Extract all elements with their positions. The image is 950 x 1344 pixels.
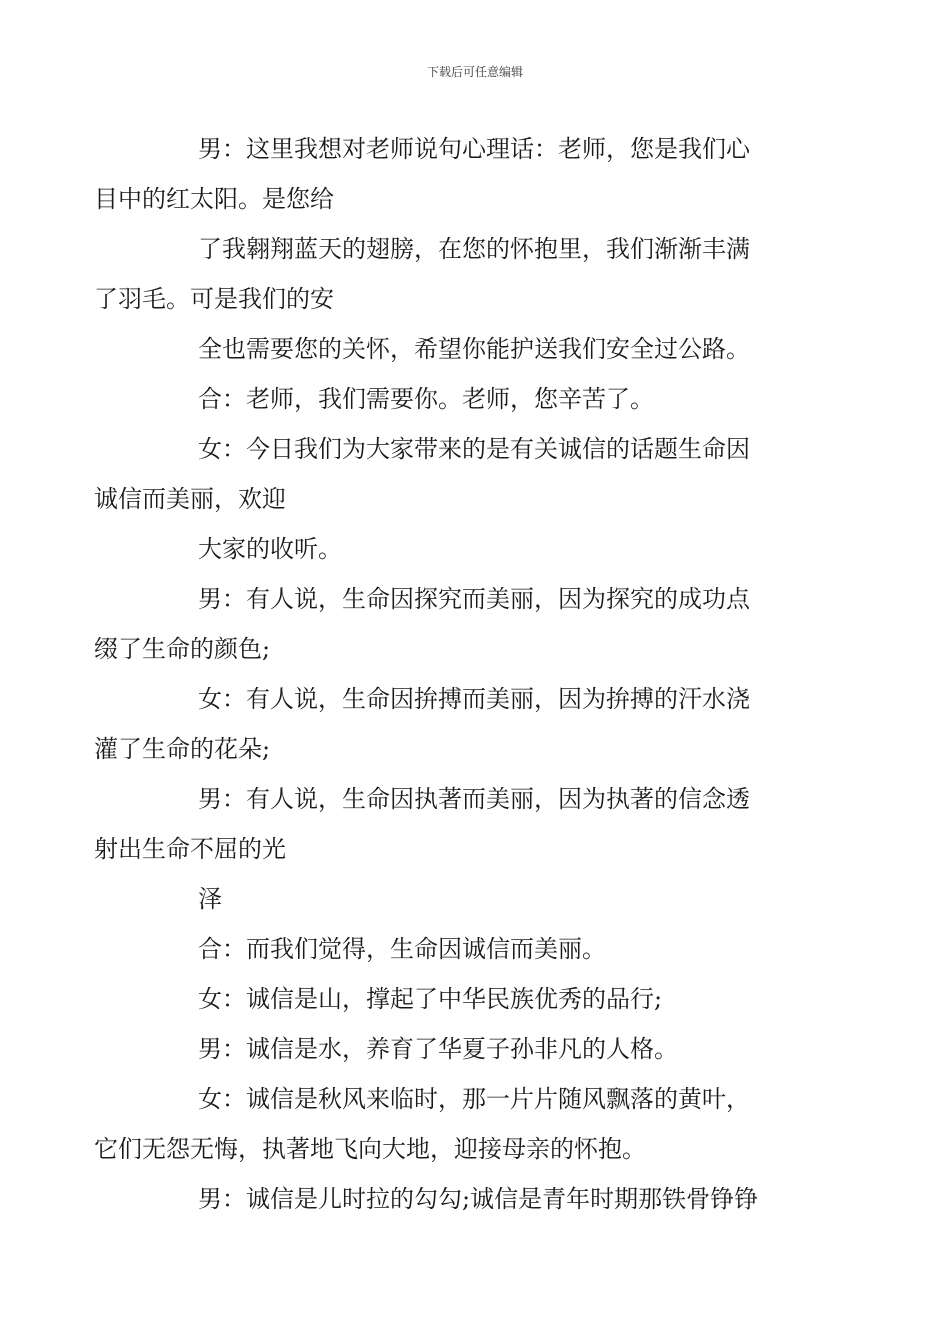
paragraph-1 <box>94 124 814 224</box>
paragraph-12 <box>146 974 814 1024</box>
paragraph-7-line-2: 缀了生命的颜色; <box>94 635 271 663</box>
paragraph-9-line-2: 射出生命不屈的光 <box>94 835 286 863</box>
paragraph-2-line-1: 了我翱翔蓝天的翅膀，在您的怀抱里，我们渐渐丰满 <box>198 235 750 263</box>
paragraph-3 <box>146 324 814 374</box>
paragraph-15 <box>146 1174 814 1224</box>
paragraph-3-line-1: 全也需要您的关怀，希望你能护送我们安全过公路。 <box>198 335 750 363</box>
paragraph-14-line-1: 女：诚信是秋风来临时，那一片片随风飘落的黄叶， <box>198 1085 750 1113</box>
paragraph-9-line-1: 男：有人说，生命因执著而美丽，因为执著的信念透 <box>198 785 750 813</box>
paragraph-14-line-2: 它们无怨无悔，执著地飞向大地，迎接母亲的怀抱。 <box>94 1135 646 1163</box>
paragraph-10-line-1: 泽 <box>198 885 222 913</box>
paragraph-8 <box>94 674 814 774</box>
paragraph-13-line-1: 男：诚信是水，养育了华夏子孙非凡的人格。 <box>198 1035 678 1063</box>
paragraph-9 <box>94 774 814 874</box>
paragraph-5 <box>94 424 814 524</box>
paragraph-8-line-2: 灌了生命的花朵; <box>94 735 271 763</box>
paragraph-14 <box>94 1074 814 1174</box>
paragraph-2-line-2: 了羽毛。可是我们的安 <box>94 285 334 313</box>
paragraph-8-line-1: 女：有人说，生命因拚搏而美丽，因为拚搏的汗水浇 <box>198 685 750 713</box>
paragraph-7 <box>94 574 814 674</box>
paragraph-10 <box>146 874 814 924</box>
paragraph-15-line-1: 男：诚信是儿时拉的勾勾;诚信是青年时期那铁骨铮铮 <box>198 1185 759 1213</box>
paragraph-1-line-1: 男：这里我想对老师说句心理话：老师，您是我们心 <box>198 135 750 163</box>
document-body <box>94 124 814 1224</box>
page-header: 下载后可任意编辑 <box>426 65 523 79</box>
paragraph-4-line-1: 合：老师，我们需要你。老师，您辛苦了。 <box>198 385 654 413</box>
paragraph-13 <box>146 1024 814 1074</box>
paragraph-11 <box>146 924 814 974</box>
paragraph-5-line-1: 女：今日我们为大家带来的是有关诚信的话题生命因 <box>198 435 750 463</box>
paragraph-6-line-1: 大家的收听。 <box>198 535 342 563</box>
paragraph-2 <box>94 224 814 324</box>
paragraph-6 <box>146 524 814 574</box>
paragraph-4 <box>146 374 814 424</box>
paragraph-5-line-2: 诚信而美丽，欢迎 <box>94 485 286 513</box>
paragraph-12-line-1: 女：诚信是山，撑起了中华民族优秀的品行; <box>198 985 663 1013</box>
paragraph-7-line-1: 男：有人说，生命因探究而美丽，因为探究的成功点 <box>198 585 750 613</box>
paragraph-11-line-1: 合：而我们觉得，生命因诚信而美丽。 <box>198 935 606 963</box>
paragraph-1-line-2: 目中的红太阳。是您给 <box>94 185 334 213</box>
